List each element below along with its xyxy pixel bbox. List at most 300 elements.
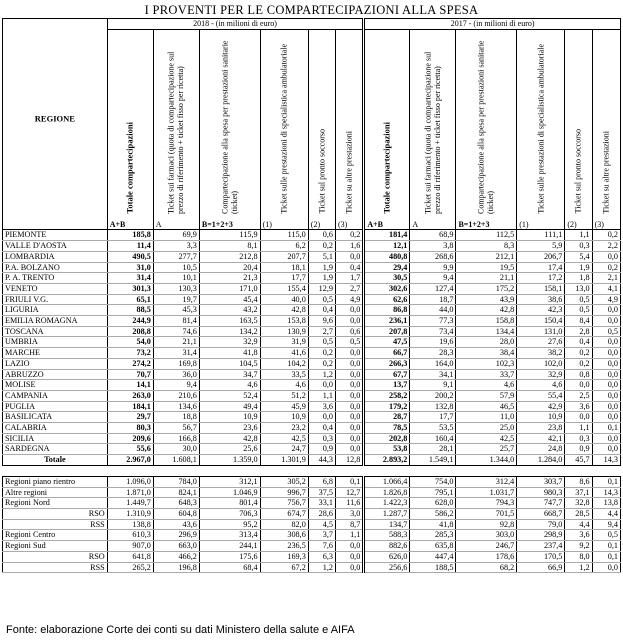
- row-label: TOSCANA: [3, 326, 108, 337]
- cell-2018-1: 1.871,0: [107, 487, 153, 498]
- cell-2018-6: 0,1: [336, 476, 364, 487]
- cell-2017-2: 754,0: [410, 476, 456, 487]
- cell-2018-5: 0,3: [308, 433, 335, 444]
- cell-2018-4: 18,1: [260, 262, 308, 273]
- cell-2017-2: 586,2: [410, 508, 456, 519]
- cell-2017-6: 0,0: [592, 369, 620, 380]
- cell-2017-3: 42,8: [456, 305, 517, 316]
- cell-2018-5: 0,0: [308, 412, 335, 423]
- cell-2018-3: 52,4: [199, 390, 260, 401]
- cell-2018-3: 212,8: [199, 251, 260, 262]
- cell-2017-2: 41,8: [410, 519, 456, 530]
- cell-2017-6: 0,0: [592, 444, 620, 455]
- cell-2018-2: 30,0: [153, 444, 199, 455]
- cell-2018-6: 0,0: [336, 369, 364, 380]
- cell-2018-6: 0,0: [336, 401, 364, 412]
- cell-2018-3: 42,8: [199, 433, 260, 444]
- cell-2018-4: 4,6: [260, 380, 308, 391]
- cell-2018-2: 69,9: [153, 230, 199, 241]
- row-label: RSO: [3, 508, 108, 519]
- cell-2018-1: 185,8: [107, 230, 153, 241]
- column-header-label: Ticket sulle prestazioni di specialistica ambulatoriale: [536, 44, 546, 214]
- cell-2017-1: 13,7: [364, 380, 410, 391]
- column-code: (3): [336, 220, 364, 230]
- column-header-label: Ticket sul pronto soccorso: [317, 129, 327, 214]
- cell-2017-1: 207,8: [364, 326, 410, 337]
- cell-2017-5: 1,1: [565, 230, 592, 241]
- cell-2017-4: 1.284,0: [517, 455, 565, 466]
- cell-2017-6: 0,0: [592, 316, 620, 327]
- cell-2018-6: 12,8: [336, 455, 364, 466]
- cell-2017-5: 8,6: [565, 476, 592, 487]
- cell-2017-6: 4,4: [592, 508, 620, 519]
- cell-2018-3: 313,4: [199, 530, 260, 541]
- region-row: [3, 348, 621, 359]
- cell-2018-4: 308,6: [260, 530, 308, 541]
- cell-2018-4: 674,7: [260, 508, 308, 519]
- cell-2017-3: 19,5: [456, 262, 517, 273]
- cell-2017-6: 0,5: [592, 530, 620, 541]
- cell-2018-2: 130,3: [153, 283, 199, 294]
- column-header-2017-1: [364, 29, 410, 220]
- cell-2018-3: 41,8: [199, 348, 260, 359]
- cell-2018-1: 70,7: [107, 369, 153, 380]
- cell-2017-1: 626,0: [364, 551, 410, 562]
- cell-2017-4: 38,2: [517, 348, 565, 359]
- cell-2017-5: 3,6: [565, 401, 592, 412]
- cell-2017-6: 0,0: [592, 412, 620, 423]
- cell-2018-5: 0,6: [308, 230, 335, 241]
- spacer-row: [3, 465, 621, 476]
- cell-2017-3: 701,5: [456, 508, 517, 519]
- cell-2017-6: 2,1: [592, 273, 620, 284]
- cell-2017-2: 28,3: [410, 348, 456, 359]
- cell-2017-3: 21,1: [456, 273, 517, 284]
- cell-2018-1: 301,3: [107, 283, 153, 294]
- cell-2017-1: 1.287,7: [364, 508, 410, 519]
- column-code: B=1+2+3: [456, 220, 517, 230]
- cell-2017-4: 980,3: [517, 487, 565, 498]
- cell-2018-1: 1.096,0: [107, 476, 153, 487]
- cell-2018-2: 1.608,1: [153, 455, 199, 466]
- cell-2018-3: 21,3: [199, 273, 260, 284]
- cell-2017-1: 2.893,2: [364, 455, 410, 466]
- cell-2017-4: 303,7: [517, 476, 565, 487]
- cell-2017-3: 312,4: [456, 476, 517, 487]
- cell-2018-6: 12,7: [336, 487, 364, 498]
- cell-2017-3: 25,0: [456, 423, 517, 434]
- aggregate-row: [3, 519, 621, 530]
- cell-2018-6: 0,0: [336, 251, 364, 262]
- cell-2017-1: 1.422,3: [364, 498, 410, 509]
- cell-2018-4: 24,7: [260, 444, 308, 455]
- cell-2017-6: 0,0: [592, 358, 620, 369]
- row-label: CALABRIA: [3, 423, 108, 434]
- cell-2018-6: 0,0: [336, 358, 364, 369]
- cell-2017-4: 32,9: [517, 369, 565, 380]
- cell-2018-5: 3,6: [308, 401, 335, 412]
- column-header-2018-3: [199, 29, 260, 220]
- cell-2017-4: 102,0: [517, 358, 565, 369]
- cell-2018-4: 41,6: [260, 348, 308, 359]
- cell-2018-5: 0,5: [308, 337, 335, 348]
- cell-2017-2: 164,0: [410, 358, 456, 369]
- cell-2017-3: 4,6: [456, 380, 517, 391]
- column-header-label: Totale compartecipazioni: [124, 122, 135, 214]
- cell-2018-5: 33,1: [308, 498, 335, 509]
- cell-2018-5: 44,3: [308, 455, 335, 466]
- cell-2018-6: 0,0: [336, 423, 364, 434]
- cell-2018-2: 604,8: [153, 508, 199, 519]
- cell-2017-5: 3,6: [565, 530, 592, 541]
- cell-2018-3: 95,2: [199, 519, 260, 530]
- cell-2018-6: 0,0: [336, 316, 364, 327]
- row-label: SARDEGNA: [3, 444, 108, 455]
- cell-2017-3: 46,5: [456, 401, 517, 412]
- region-row: [3, 401, 621, 412]
- row-label: LAZIO: [3, 358, 108, 369]
- cell-2017-4: 66,9: [517, 562, 565, 573]
- cell-2017-6: 0,0: [592, 562, 620, 573]
- region-row: [3, 241, 621, 252]
- row-label: RSS: [3, 562, 108, 573]
- cell-2017-4: 237,4: [517, 541, 565, 552]
- cell-2017-1: 266,3: [364, 358, 410, 369]
- cell-2017-3: 11,0: [456, 412, 517, 423]
- cell-2017-6: 0,2: [592, 262, 620, 273]
- cell-2018-2: 10,1: [153, 273, 199, 284]
- cell-2017-2: 3,8: [410, 241, 456, 252]
- cell-2018-1: 14,1: [107, 380, 153, 391]
- cell-2017-1: 86,8: [364, 305, 410, 316]
- cell-2018-3: 43,2: [199, 305, 260, 316]
- cell-2018-3: 8,1: [199, 241, 260, 252]
- cell-2017-2: 34,1: [410, 369, 456, 380]
- cell-2018-6: 0,6: [336, 326, 364, 337]
- cell-2018-4: 6,2: [260, 241, 308, 252]
- cell-2018-4: 67,2: [260, 562, 308, 573]
- aggregate-row: [3, 476, 621, 487]
- cell-2018-3: 175,6: [199, 551, 260, 562]
- cell-2018-1: 641,8: [107, 551, 153, 562]
- cell-2018-3: 10,9: [199, 412, 260, 423]
- cell-2018-6: 8,7: [336, 519, 364, 530]
- cell-2018-4: 996,7: [260, 487, 308, 498]
- cell-2018-6: 1,7: [336, 273, 364, 284]
- cell-2017-6: 14,3: [592, 487, 620, 498]
- cell-2018-4: 115,0: [260, 230, 308, 241]
- column-header-label: Ticket su altre prestazioni: [601, 131, 611, 214]
- region-row: [3, 262, 621, 273]
- cell-2017-4: 150,4: [517, 316, 565, 327]
- cell-2018-5: 6,8: [308, 476, 335, 487]
- cell-2017-6: 2,2: [592, 241, 620, 252]
- cell-2017-5: 9,2: [565, 541, 592, 552]
- cell-2017-6: 0,1: [592, 476, 620, 487]
- cell-2017-5: 1,1: [565, 423, 592, 434]
- cell-2018-3: 1.359,0: [199, 455, 260, 466]
- cell-2017-2: 1.549,1: [410, 455, 456, 466]
- column-header-2018-4: [260, 29, 308, 220]
- cell-2018-1: 610,3: [107, 530, 153, 541]
- cell-2018-2: 74,6: [153, 326, 199, 337]
- cell-2018-3: 244,1: [199, 541, 260, 552]
- cell-2017-2: 44,0: [410, 305, 456, 316]
- cell-2018-1: 907,0: [107, 541, 153, 552]
- aggregate-row: [3, 551, 621, 562]
- cell-2018-4: 104,2: [260, 358, 308, 369]
- column-code: (3): [592, 220, 620, 230]
- cell-2018-6: 0,0: [336, 433, 364, 444]
- cell-2017-1: 134,7: [364, 519, 410, 530]
- cell-2018-2: 648,3: [153, 498, 199, 509]
- cell-2017-3: 134,4: [456, 326, 517, 337]
- group-2018-header: 2018 - (in milioni di euro): [107, 19, 364, 30]
- region-row: [3, 283, 621, 294]
- cell-2017-1: 12,1: [364, 241, 410, 252]
- cell-2018-2: 19,7: [153, 294, 199, 305]
- cell-2017-2: 28,1: [410, 444, 456, 455]
- cell-2017-2: 628,0: [410, 498, 456, 509]
- cell-2018-4: 31,9: [260, 337, 308, 348]
- region-row: [3, 380, 621, 391]
- cell-2018-5: 28,6: [308, 508, 335, 519]
- cell-2018-3: 104,5: [199, 358, 260, 369]
- cell-2018-5: 0,0: [308, 380, 335, 391]
- cell-2018-3: 49,4: [199, 401, 260, 412]
- column-header-label: Totale compartecipazioni: [381, 122, 392, 214]
- cell-2017-2: 160,4: [410, 433, 456, 444]
- cell-2018-5: 1,1: [308, 390, 335, 401]
- cell-2018-1: 274,2: [107, 358, 153, 369]
- cell-2017-1: 78,5: [364, 423, 410, 434]
- cell-2017-2: 635,8: [410, 541, 456, 552]
- cell-2018-2: 3,3: [153, 241, 199, 252]
- cell-2018-4: 1.301,9: [260, 455, 308, 466]
- cell-2018-6: 0,0: [336, 412, 364, 423]
- row-label: RSO: [3, 551, 108, 562]
- cell-2017-2: 285,3: [410, 530, 456, 541]
- cell-2018-4: 17,7: [260, 273, 308, 284]
- cell-2018-1: 209,6: [107, 433, 153, 444]
- row-label: EMILIA ROMAGNA: [3, 316, 108, 327]
- column-code: (2): [565, 220, 592, 230]
- cell-2018-4: 23,2: [260, 423, 308, 434]
- row-label: SICILIA: [3, 433, 108, 444]
- cell-2017-3: 794,3: [456, 498, 517, 509]
- cell-2018-2: 81,4: [153, 316, 199, 327]
- cell-2017-3: 112,5: [456, 230, 517, 241]
- cell-2017-5: 1,8: [565, 273, 592, 284]
- cell-2018-5: 5,1: [308, 251, 335, 262]
- regione-header: [3, 19, 108, 220]
- column-header-2017-3: [456, 29, 517, 220]
- cell-2018-3: 163,5: [199, 316, 260, 327]
- cell-2017-5: 28,5: [565, 508, 592, 519]
- cell-2017-1: 1.826,8: [364, 487, 410, 498]
- cell-2018-4: 236,5: [260, 541, 308, 552]
- cell-2017-4: 23,8: [517, 423, 565, 434]
- cell-2018-1: 1.310,9: [107, 508, 153, 519]
- cell-2017-5: 0,2: [565, 358, 592, 369]
- column-header-label: Compartecipazione alla spesa per prestazioni sanitarie (ticket): [476, 40, 496, 214]
- cell-2017-1: 1.066,4: [364, 476, 410, 487]
- cell-2018-4: 130,9: [260, 326, 308, 337]
- row-label: MARCHE: [3, 348, 108, 359]
- cell-2018-5: 2,7: [308, 326, 335, 337]
- column-header-2017-5: [565, 29, 592, 220]
- cell-2017-5: 0,3: [565, 433, 592, 444]
- region-row: [3, 412, 621, 423]
- cell-2017-3: 1.031,7: [456, 487, 517, 498]
- compartecipazioni-table: [2, 18, 621, 573]
- cell-2018-2: 196,8: [153, 562, 199, 573]
- cell-2017-5: 37,1: [565, 487, 592, 498]
- cell-2018-3: 68,4: [199, 562, 260, 573]
- region-row: [3, 305, 621, 316]
- row-label: ABRUZZO: [3, 369, 108, 380]
- cell-2018-2: 36,0: [153, 369, 199, 380]
- cell-2017-3: 175,2: [456, 283, 517, 294]
- cell-2018-6: 4,9: [336, 294, 364, 305]
- cell-2018-5: 1,9: [308, 262, 335, 273]
- cell-2017-2: 9,4: [410, 273, 456, 284]
- cell-2017-2: 132,8: [410, 401, 456, 412]
- cell-2018-2: 784,0: [153, 476, 199, 487]
- table-title: I PROVENTI PER LE COMPARTECIPAZIONI ALLA SPESA: [144, 3, 479, 17]
- cell-2018-6: 0,0: [336, 562, 364, 573]
- column-code: A: [153, 220, 199, 230]
- cell-2017-5: 8,0: [565, 551, 592, 562]
- column-header-label: Ticket sul pronto soccorso: [573, 129, 583, 214]
- cell-2017-3: 246,7: [456, 541, 517, 552]
- cell-2017-4: 668,7: [517, 508, 565, 519]
- cell-2018-4: 10,9: [260, 412, 308, 423]
- cell-2017-3: 42,5: [456, 433, 517, 444]
- cell-2017-3: 1.344,0: [456, 455, 517, 466]
- cell-2017-5: 2,8: [565, 326, 592, 337]
- cell-2017-4: 55,4: [517, 390, 565, 401]
- row-label: P. A. TRENTO: [3, 273, 108, 284]
- cell-2018-2: 134,6: [153, 401, 199, 412]
- cell-2017-6: 0,1: [592, 423, 620, 434]
- region-row: [3, 251, 621, 262]
- column-code: (1): [517, 220, 565, 230]
- cell-2018-5: 3,7: [308, 530, 335, 541]
- cell-2018-3: 20,4: [199, 262, 260, 273]
- cell-2018-1: 88,5: [107, 305, 153, 316]
- cell-2017-2: 268,6: [410, 251, 456, 262]
- cell-2018-1: 265,2: [107, 562, 153, 573]
- cell-2017-3: 102,3: [456, 358, 517, 369]
- cell-2017-6: 0,0: [592, 401, 620, 412]
- cell-2018-3: 25,6: [199, 444, 260, 455]
- cell-2018-6: 0,0: [336, 380, 364, 391]
- cell-2018-3: 4,6: [199, 380, 260, 391]
- cell-2018-3: 1.046,9: [199, 487, 260, 498]
- row-label: RSS: [3, 519, 108, 530]
- cell-2018-4: 207,7: [260, 251, 308, 262]
- row-label: Regioni piano rientro: [3, 476, 108, 487]
- cell-2017-6: 0,0: [592, 348, 620, 359]
- row-label: PUGLIA: [3, 401, 108, 412]
- row-label: Regioni Sud: [3, 541, 108, 552]
- group-header-row: [3, 19, 621, 30]
- cell-2017-1: 62,6: [364, 294, 410, 305]
- cell-2017-5: 0,5: [565, 294, 592, 305]
- cell-2017-6: 0,0: [592, 433, 620, 444]
- cell-2018-1: 1.449,7: [107, 498, 153, 509]
- cell-2017-4: 4,6: [517, 380, 565, 391]
- table-body: [3, 230, 621, 573]
- cell-2017-4: 27,6: [517, 337, 565, 348]
- cell-2017-1: 480,8: [364, 251, 410, 262]
- cell-2018-3: 134,2: [199, 326, 260, 337]
- cell-2018-2: 10,5: [153, 262, 199, 273]
- cell-2017-1: 236,1: [364, 316, 410, 327]
- cell-2018-6: 0,5: [336, 337, 364, 348]
- cell-2017-5: 0,0: [565, 380, 592, 391]
- cell-2018-4: 42,8: [260, 305, 308, 316]
- column-header-2017-4: [517, 29, 565, 220]
- cell-2018-5: 0,2: [308, 358, 335, 369]
- cell-2017-4: 17,4: [517, 262, 565, 273]
- cell-2017-3: 57,9: [456, 390, 517, 401]
- region-row: [3, 326, 621, 337]
- cell-2017-2: 19,6: [410, 337, 456, 348]
- cell-2018-2: 56,7: [153, 423, 199, 434]
- cell-2018-6: 0,0: [336, 390, 364, 401]
- cell-2018-4: 42,5: [260, 433, 308, 444]
- source-note: Fonte: elaborazione Corte dei conti su dati Ministero della salute e AIFA: [6, 624, 355, 636]
- cell-2018-5: 0,4: [308, 305, 335, 316]
- cell-2018-6: 0,2: [336, 230, 364, 241]
- cell-2018-5: 37,5: [308, 487, 335, 498]
- cell-2017-4: 5,9: [517, 241, 565, 252]
- column-codes-row: [3, 220, 621, 230]
- cell-2017-2: 9,1: [410, 380, 456, 391]
- cell-2017-2: 77,3: [410, 316, 456, 327]
- cell-2017-2: 795,1: [410, 487, 456, 498]
- cell-2017-3: 92,8: [456, 519, 517, 530]
- region-row: [3, 316, 621, 327]
- cell-2017-5: 1,2: [565, 562, 592, 573]
- cell-2017-1: 588,3: [364, 530, 410, 541]
- codes-blank: [3, 220, 108, 230]
- row-label: Totale: [3, 455, 108, 466]
- cell-2017-6: 0,1: [592, 541, 620, 552]
- cell-2017-1: 302,6: [364, 283, 410, 294]
- cell-2018-6: 0,0: [336, 444, 364, 455]
- column-header-2018-2: [153, 29, 199, 220]
- region-row: [3, 433, 621, 444]
- cell-2017-3: 303,0: [456, 530, 517, 541]
- group-2017-header: 2017 - (in milioni di euro): [364, 19, 621, 30]
- cell-2017-2: 447,4: [410, 551, 456, 562]
- cell-2017-6: 0,0: [592, 390, 620, 401]
- region-row: [3, 444, 621, 455]
- cell-2018-1: 73,2: [107, 348, 153, 359]
- row-label: Regioni Centro: [3, 530, 108, 541]
- cell-2017-4: 42,1: [517, 433, 565, 444]
- cell-2018-3: 115,9: [199, 230, 260, 241]
- cell-2018-4: 756,7: [260, 498, 308, 509]
- cell-2018-5: 0,2: [308, 241, 335, 252]
- region-row: [3, 369, 621, 380]
- region-row: [3, 294, 621, 305]
- cell-2018-5: 1,2: [308, 369, 335, 380]
- cell-2017-3: 28,0: [456, 337, 517, 348]
